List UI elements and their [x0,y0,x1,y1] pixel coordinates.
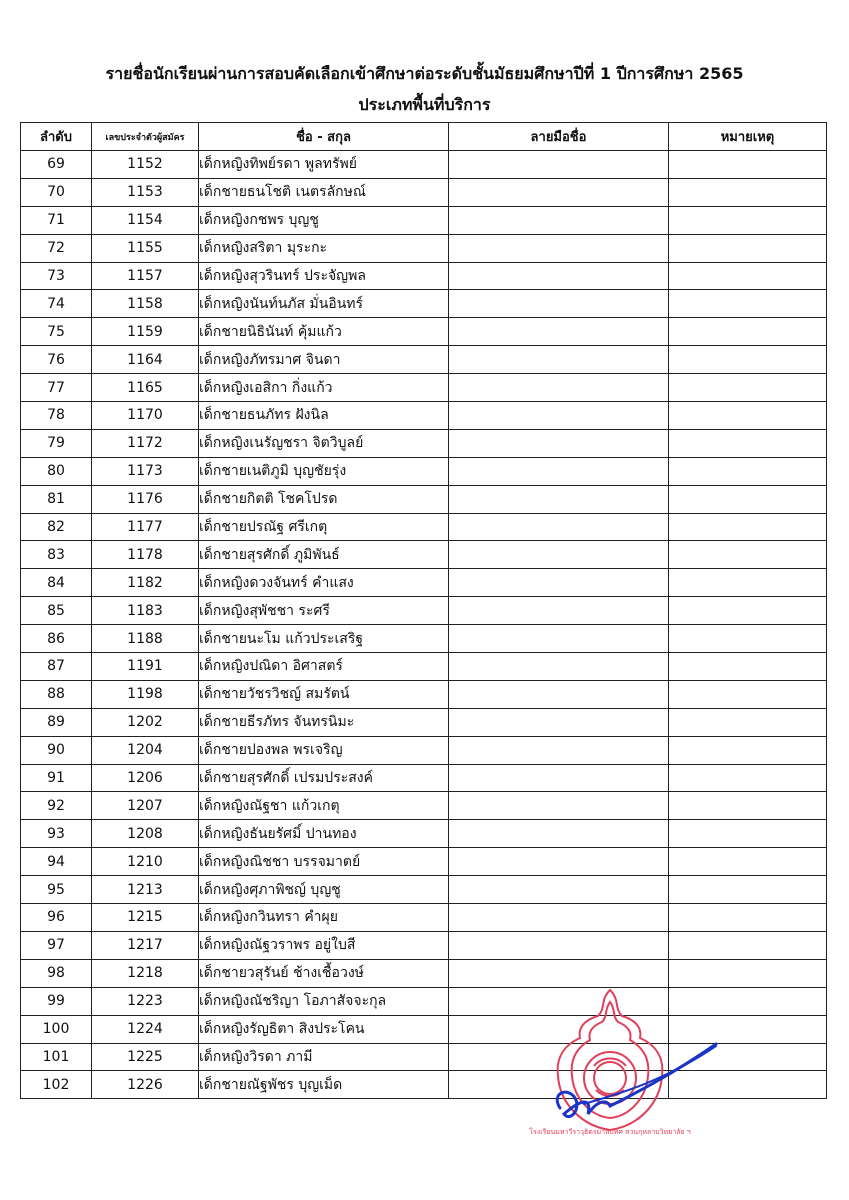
table-row [21,290,827,318]
row-remark-cell [669,764,827,792]
row-name: เด็กชายธนโชติ เนตรลักษณ์ [199,178,449,206]
row-no: 93 [21,820,92,848]
row-remark-cell [669,820,827,848]
row-signature-cell [449,653,669,681]
row-name: เด็กชายเนติภูมิ บุญชัยรุ่ง [199,457,449,485]
row-applicant-no: 1178 [92,541,199,569]
row-remark-cell [669,653,827,681]
row-no: 96 [21,904,92,932]
row-signature-cell [449,457,669,485]
row-no: 78 [21,402,92,430]
table-row [21,764,827,792]
row-no: 84 [21,569,92,597]
row-applicant-no: 1177 [92,513,199,541]
row-no: 82 [21,513,92,541]
row-signature-cell [449,402,669,430]
student-roster-table [20,122,827,1099]
row-no: 72 [21,234,92,262]
row-applicant-no: 1210 [92,848,199,876]
table-row [21,876,827,904]
row-remark-cell [669,569,827,597]
row-signature-cell [449,625,669,653]
row-remark-cell [669,262,827,290]
row-signature-cell [449,290,669,318]
row-no: 92 [21,792,92,820]
row-remark-cell [669,987,827,1015]
document-subtitle: ประเภทพื้นที่บริการ [358,95,491,114]
table-row [21,206,827,234]
row-applicant-no: 1159 [92,318,199,346]
table-row [21,485,827,513]
table-row [21,653,827,681]
row-name: เด็กชายธีรภัทร จันทรนิมะ [199,708,449,736]
row-no: 77 [21,374,92,402]
row-name: เด็กหญิงธันยรัศมิ์ ปานทอง [199,820,449,848]
row-remark-cell [669,290,827,318]
row-applicant-no: 1172 [92,429,199,457]
row-remark-cell [669,736,827,764]
row-remark-cell [669,848,827,876]
row-remark-cell [669,429,827,457]
row-name: เด็กหญิงรัญธิตา สิงประโคน [199,1015,449,1043]
row-applicant-no: 1191 [92,653,199,681]
row-no: 97 [21,931,92,959]
row-no: 85 [21,597,92,625]
row-name: เด็กชายณัฐพัชร บุญเม็ด [199,1071,449,1099]
row-remark-cell [669,485,827,513]
row-remark-cell [669,374,827,402]
row-no: 88 [21,680,92,708]
table-row [21,959,827,987]
row-remark-cell [669,708,827,736]
seal-text: โรงเรียนมหาวีราวุธิตรมาลิบทิศ สวนกุหลาบวิทยาลัย ฯ [529,1128,691,1136]
row-signature-cell [449,792,669,820]
row-signature-cell [449,513,669,541]
table-row [21,374,827,402]
row-applicant-no: 1158 [92,290,199,318]
row-applicant-no: 1202 [92,708,199,736]
row-applicant-no: 1183 [92,597,199,625]
row-no: 95 [21,876,92,904]
row-remark-cell [669,931,827,959]
table-row [21,792,827,820]
row-applicant-no: 1176 [92,485,199,513]
row-applicant-no: 1224 [92,1015,199,1043]
row-remark-cell [669,346,827,374]
row-name: เด็กชายกิตติ โชคโปรด [199,485,449,513]
row-remark-cell [669,792,827,820]
header-remark: หมายเหตุ [669,123,827,151]
row-name: เด็กหญิงเอสิกา กิ่งแก้ว [199,374,449,402]
row-remark-cell [669,206,827,234]
row-no: 90 [21,736,92,764]
row-applicant-no: 1152 [92,151,199,179]
row-remark-cell [669,680,827,708]
row-no: 83 [21,541,92,569]
row-no: 71 [21,206,92,234]
row-remark-cell [669,457,827,485]
row-signature-cell [449,764,669,792]
row-remark-cell [669,597,827,625]
row-applicant-no: 1207 [92,792,199,820]
row-signature-cell [449,597,669,625]
row-no: 74 [21,290,92,318]
row-no: 99 [21,987,92,1015]
row-signature-cell [449,178,669,206]
row-name: เด็กหญิงเนรัญชรา จิตวิบูลย์ [199,429,449,457]
row-signature-cell [449,206,669,234]
table-row [21,904,827,932]
row-name: เด็กหญิงนันท์นภัส มั่นอินทร์ [199,290,449,318]
row-no: 70 [21,178,92,206]
row-name: เด็กหญิงสุวรินทร์ ประจัญพล [199,262,449,290]
row-remark-cell [669,541,827,569]
row-remark-cell [669,876,827,904]
row-signature-cell [449,876,669,904]
row-applicant-no: 1153 [92,178,199,206]
row-no: 89 [21,708,92,736]
row-remark-cell [669,234,827,262]
table-row [21,597,827,625]
row-remark-cell [669,904,827,932]
row-name: เด็กชายธนภัทร ฝังนิล [199,402,449,430]
row-no: 79 [21,429,92,457]
table-body [21,151,827,1099]
row-no: 87 [21,653,92,681]
row-remark-cell [669,513,827,541]
row-signature-cell [449,569,669,597]
table-row [21,262,827,290]
header-signature: ลายมือชื่อ [449,123,669,151]
row-signature-cell [449,820,669,848]
row-remark-cell [669,178,827,206]
row-applicant-no: 1217 [92,931,199,959]
row-applicant-no: 1198 [92,680,199,708]
header-name: ชื่อ - สกุล [199,123,449,151]
row-name: เด็กหญิงดวงจันทร์ คำแสง [199,569,449,597]
row-signature-cell [449,151,669,179]
table-row [21,178,827,206]
row-no: 80 [21,457,92,485]
table-row [21,736,827,764]
row-applicant-no: 1215 [92,904,199,932]
row-name: เด็กชายวัชรวิชญ์ สมรัตน์ [199,680,449,708]
handwritten-signature [540,1030,730,1140]
table-row [21,151,827,179]
row-signature-cell [449,318,669,346]
row-signature-cell [449,374,669,402]
row-signature-cell [449,848,669,876]
table-row [21,429,827,457]
header-applicant-no: เลขประจำตัวผู้สมัคร [92,123,199,151]
row-name: เด็กหญิงทิพย์รดา พูลทรัพย์ [199,151,449,179]
row-no: 69 [21,151,92,179]
row-name: เด็กชายวสุรันย์ ช้างเชื้อวงษ์ [199,959,449,987]
row-no: 101 [21,1043,92,1071]
row-signature-cell [449,541,669,569]
table-row [21,625,827,653]
table-row [21,708,827,736]
table-row [21,820,827,848]
row-applicant-no: 1157 [92,262,199,290]
table-header-row [21,123,827,151]
row-applicant-no: 1206 [92,764,199,792]
row-remark-cell [669,318,827,346]
row-applicant-no: 1208 [92,820,199,848]
row-name: เด็กหญิงสริตา มุระกะ [199,234,449,262]
row-no: 98 [21,959,92,987]
table-row [21,346,827,374]
row-name: เด็กชายปองพล พรเจริญ [199,736,449,764]
row-applicant-no: 1173 [92,457,199,485]
row-name: เด็กหญิงกชพร บุญชู [199,206,449,234]
row-applicant-no: 1223 [92,987,199,1015]
table-row [21,402,827,430]
row-applicant-no: 1154 [92,206,199,234]
row-applicant-no: 1226 [92,1071,199,1099]
row-remark-cell [669,625,827,653]
row-remark-cell [669,959,827,987]
row-applicant-no: 1155 [92,234,199,262]
row-applicant-no: 1170 [92,402,199,430]
row-name: เด็กหญิงสุพัชชา ระศรี [199,597,449,625]
row-applicant-no: 1225 [92,1043,199,1071]
row-signature-cell [449,959,669,987]
row-signature-cell [449,904,669,932]
row-remark-cell [669,151,827,179]
row-remark-cell [669,402,827,430]
row-name: เด็กหญิงณัฐวราพร อยู่ใบสี [199,931,449,959]
row-no: 75 [21,318,92,346]
row-name: เด็กหญิงปณิดา อิศาสตร์ [199,653,449,681]
header-no: ลำดับ [21,123,92,151]
table-row [21,457,827,485]
row-no: 102 [21,1071,92,1099]
row-signature-cell [449,931,669,959]
row-applicant-no: 1204 [92,736,199,764]
row-name: เด็กหญิงวิรดา ภามี [199,1043,449,1071]
row-applicant-no: 1164 [92,346,199,374]
table-row [21,987,827,1015]
row-name: เด็กหญิงณิชชา บรรจมาตย์ [199,848,449,876]
table-row [21,513,827,541]
row-signature-cell [449,346,669,374]
row-no: 76 [21,346,92,374]
row-name: เด็กชายปรณัฐ ศรีเกตุ [199,513,449,541]
row-name: เด็กหญิงณัชริญา โอภาสัจจะกุล [199,987,449,1015]
row-applicant-no: 1218 [92,959,199,987]
row-signature-cell [449,485,669,513]
row-signature-cell [449,708,669,736]
row-signature-cell [449,680,669,708]
row-no: 94 [21,848,92,876]
row-name: เด็กหญิงภัทรมาศ จินดา [199,346,449,374]
row-name: เด็กชายสุรศักดิ์ ภูมิพันธ์ [199,541,449,569]
row-name: เด็กหญิงณัฐชา แก้วเกตุ [199,792,449,820]
row-name: เด็กชายนะโม แก้วประเสริฐ [199,625,449,653]
row-applicant-no: 1165 [92,374,199,402]
row-name: เด็กชายนิธินันท์ คุ้มแก้ว [199,318,449,346]
row-name: เด็กหญิงศุภาพิชญ์ บุญชู [199,876,449,904]
table-row [21,541,827,569]
row-signature-cell [449,234,669,262]
row-signature-cell [449,736,669,764]
row-applicant-no: 1213 [92,876,199,904]
row-applicant-no: 1188 [92,625,199,653]
row-no: 81 [21,485,92,513]
table-row [21,680,827,708]
table-row [21,318,827,346]
table-row [21,569,827,597]
table-row [21,848,827,876]
document-title: รายชื่อนักเรียนผ่านการสอบคัดเลือกเข้าศึกษาต่อระดับชั้นมัธยมศึกษาปีที่ 1 ปีการศึกษา 2565 [105,64,744,83]
table-row [21,931,827,959]
row-no: 100 [21,1015,92,1043]
row-applicant-no: 1182 [92,569,199,597]
row-no: 86 [21,625,92,653]
row-no: 91 [21,764,92,792]
row-signature-cell [449,262,669,290]
table-row [21,234,827,262]
row-name: เด็กชายสุรศักดิ์ เปรมประสงค์ [199,764,449,792]
row-name: เด็กหญิงกวินทรา คำผุย [199,904,449,932]
row-no: 73 [21,262,92,290]
row-signature-cell [449,429,669,457]
